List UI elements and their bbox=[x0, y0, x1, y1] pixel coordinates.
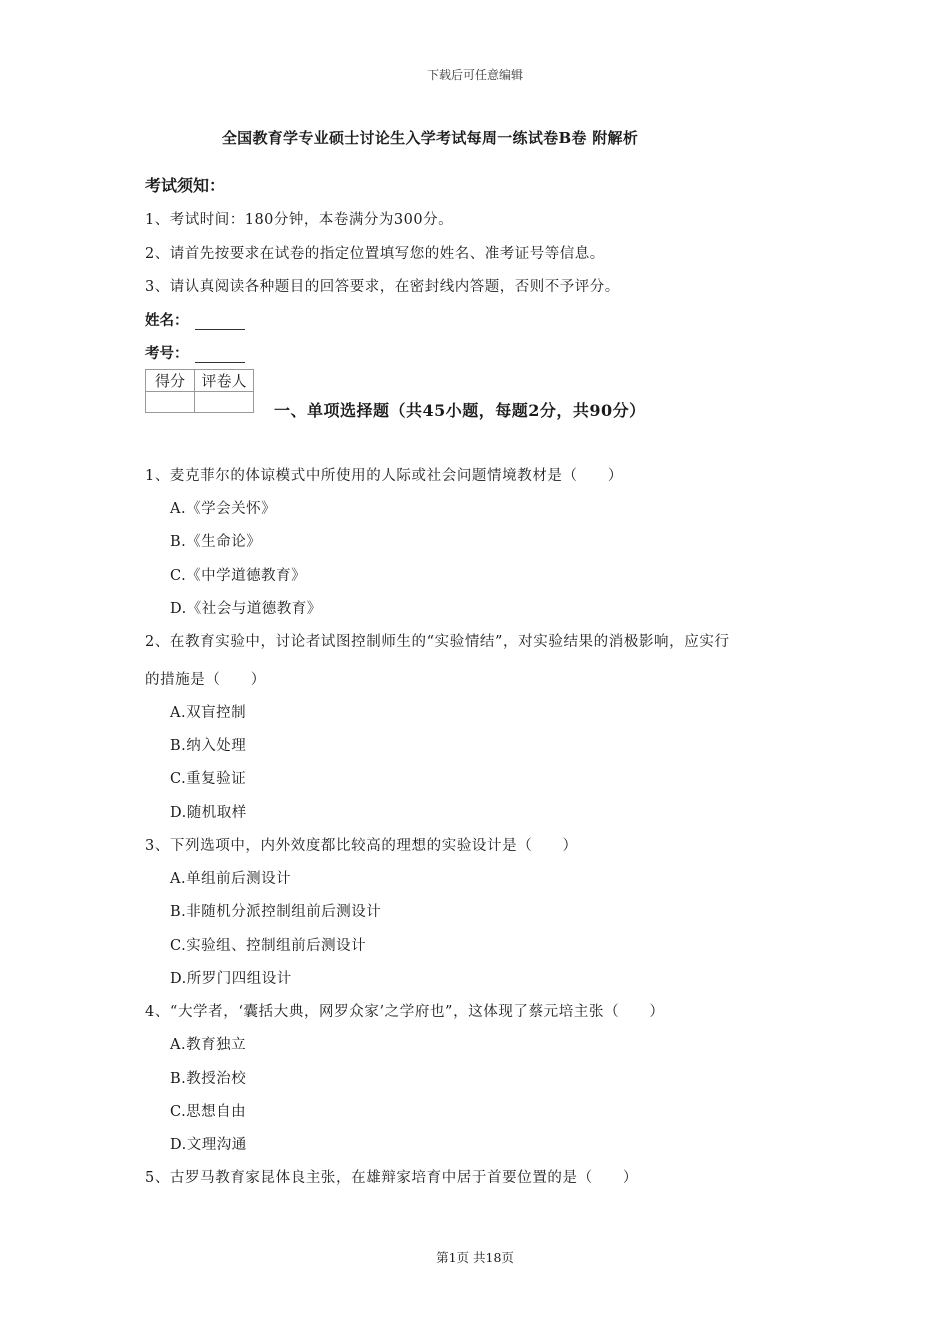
notice-item: 3、请认真阅读各种题目的回答要求，在密封线内答题，否则不予评分。 bbox=[145, 279, 620, 295]
question-stem-continued: 的措施是（ ） bbox=[145, 672, 266, 688]
option: C.思想自由 bbox=[170, 1104, 247, 1120]
grader-header: 评卷人 bbox=[195, 370, 254, 392]
grader-cell[interactable] bbox=[195, 392, 254, 413]
option: B.非随机分派控制组前后测设计 bbox=[170, 904, 382, 920]
question-stem: 2、在教育实验中，讨论者试图控制师生的“实验情结”，对实验结果的消极影响，应实行 bbox=[145, 634, 730, 650]
document-title: 全国教育学专业硕士讨论生入学考试每周一练试卷B卷 附解析 bbox=[221, 129, 639, 147]
notice-item: 2、请首先按要求在试卷的指定位置填写您的姓名、准考证号等信息。 bbox=[145, 246, 605, 262]
option: C.实验组、控制组前后测设计 bbox=[170, 938, 367, 954]
option: A.单组前后测设计 bbox=[170, 871, 292, 887]
option: A.《学会关怀》 bbox=[170, 501, 277, 517]
option: D.文理沟通 bbox=[170, 1137, 247, 1153]
question-stem: 5、古罗马教育家昆体良主张，在雄辩家培育中居于首要位置的是（ ） bbox=[145, 1170, 639, 1186]
notice-item: 1、考试时间：180分钟，本卷满分为300分。 bbox=[145, 212, 454, 228]
section-title: 一、单项选择题（共45小题，每题2分，共90分） bbox=[274, 401, 646, 420]
exam-id-blank[interactable] bbox=[195, 348, 245, 363]
score-cell[interactable] bbox=[146, 392, 195, 413]
exam-id-label: 考号： bbox=[145, 345, 189, 362]
notice-heading: 考试须知： bbox=[145, 176, 226, 195]
option: C.重复验证 bbox=[170, 771, 247, 787]
option: C.《中学道德教育》 bbox=[170, 568, 307, 584]
option: A.双盲控制 bbox=[170, 705, 247, 721]
question-stem: 1、麦克菲尔的体谅模式中所使用的人际或社会问题情境教材是（ ） bbox=[145, 468, 623, 484]
page-footer: 第1页 共18页 bbox=[436, 1250, 514, 1265]
name-field bbox=[145, 309, 245, 330]
option: A.教育独立 bbox=[170, 1037, 247, 1053]
option: D.随机取样 bbox=[170, 805, 247, 821]
option: D.所罗门四组设计 bbox=[170, 971, 292, 987]
name-blank[interactable] bbox=[195, 315, 245, 330]
question-stem: 3、下列选项中，内外效度都比较高的理想的实验设计是（ ） bbox=[145, 838, 578, 854]
question-stem: 4、“大学者，‘囊括大典，网罗众家’之学府也”，这体现了蔡元培主张（ ） bbox=[145, 1004, 665, 1020]
exam-id-field bbox=[145, 342, 245, 363]
score-header: 得分 bbox=[146, 370, 195, 392]
option: B.《生命论》 bbox=[170, 534, 262, 550]
option: B.纳入处理 bbox=[170, 738, 247, 754]
name-label: 姓名： bbox=[145, 312, 189, 329]
option: D.《社会与道德教育》 bbox=[170, 601, 322, 617]
score-table bbox=[145, 369, 254, 413]
option: B.教授治校 bbox=[170, 1071, 247, 1087]
header-note: 下载后可任意编辑 bbox=[426, 68, 523, 82]
